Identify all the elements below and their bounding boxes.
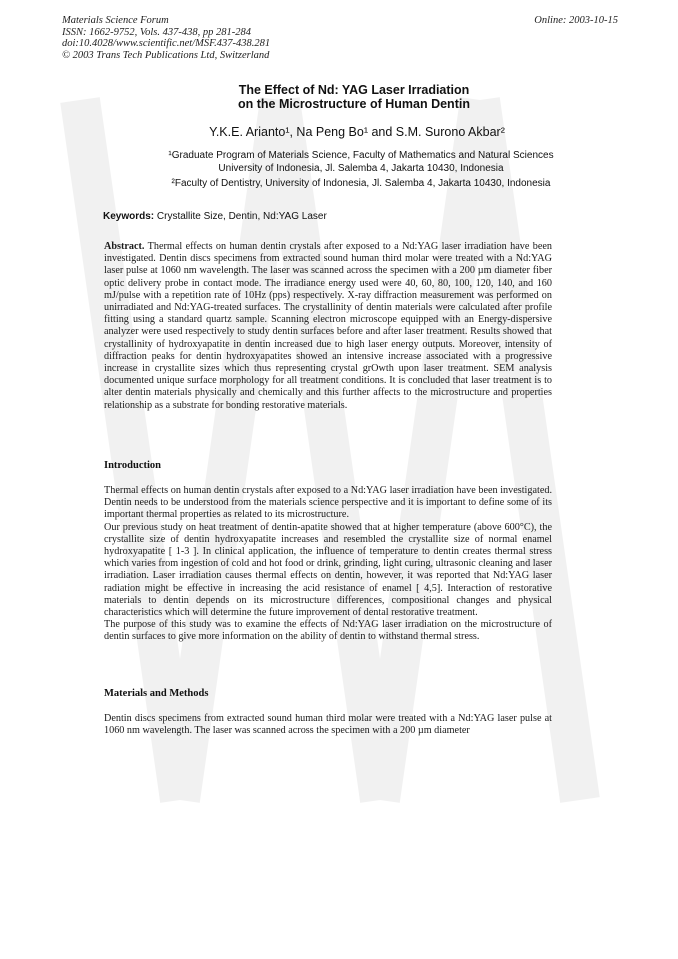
abstract-label: Abstract. [104,241,145,252]
keywords-label: Keywords: [103,211,155,222]
title-line-2: on the Microstructure of Human Dentin [238,97,470,111]
intro-paragraph-3: The purpose of this study was to examine the effects of Nd:YAG laser irradiation on the microstructure of dentin surfaces to give more information on the ability of dentin to withstand thermal stress. [104,619,552,643]
intro-paragraph-1: Thermal effects on human dentin crystals after exposed to a Nd:YAG laser irradiation have been investigated. Dentin needs to be understood from the materials science perspective and it is important to define some of its important thermal properties as related to its microstructure. [104,485,552,521]
intro-paragraph-2: Our previous study on heat treatment of dentin-apatite showed that at higher temperature (above 600°C), the crystallite size of dentin hydroxyapatite increases and resembled the crystallite size of normal enamel hydroxyapatite [ 1-3 ]. In clinical application, the influence of temperature to dentin creates thermal stress which varies from ingestion of cold and hot food or drink, grinding, light curing, ultrasonic cleaning and laser irradiation. Laser irradiation causes thermal effects on dentin, however, it was reported that Nd:YAG laser radiation might be effective in increasing the acid resistance of enamel [ 4,5]. Interaction of restorative materials to dentin depends on its microstructure differences, compositional changes and physical characteristics which will determine the future improvement of dental restorative treatment. [104,521,552,619]
keywords [103,211,327,222]
abstract [104,241,552,412]
abstract-text: Thermal effects on human dentin crystals after exposed to a Nd:YAG laser irradiation have been investigated. Dentin discs specimens from extracted sound human third molar were treated with a Nd:YAG laser pulse at 1060 nm wavelength. The laser was scanned across the specimen with a 200 µm diameter fiber optic delivery probe in contact mode. The irradiance energy used were 40, 60, 80, 100, 120, 140, and 160 mJ/pulse with a repetition rate of 10Hz (pps) respectively. X-ray diffraction measurement was performed on unirradiated and Nd:YAG-treated surfaces. The crystallinity of dentin materials were calculated after profile fitting using a standard quartz sample. Scanning electron microscope equipped with an Energy-dispersive analyzer were used respectively to study dentin surfaces before and after laser treatment. Results showed that crystallinity of hydroxyapatite in dentin increased due to high laser energy outputs. Moreover, intensity of diffraction peaks for dentin hydroxyapatites showed an intensive increase associated with a progressive increase in crystallite sizes which thus representing crystal grOwth upon laser treatment. SEM analysis documented unique surface morphology for all treatment conditions. It is concluded that laser treatment is to alter dentin materials physically and chemically and this further affects to the microstructure and properties relationship as a substrate for bonding restorative materials. [104,241,552,411]
journal-header [62,15,270,61]
copyright-line: © 2003 Trans Tech Publications Ltd, Switzerland [62,49,270,61]
authors [0,125,678,139]
issn-line: ISSN: 1662-9752, Vols. 437-438, pp 281-284 [62,26,251,38]
introduction-heading: Introduction [104,460,161,471]
materials-methods-body [104,713,552,737]
doi-line[interactable]: doi:10.4028/www.scientific.net/MSF.437-438.281 [62,38,271,49]
affiliation-1 [0,150,678,175]
introduction-body [104,485,552,644]
online-date: Online: 2003-10-15 [534,15,618,26]
materials-methods-heading: Materials and Methods [104,688,209,699]
affiliation-2 [0,178,678,191]
title-line-1: The Effect of Nd: YAG Laser Irradiation [238,83,470,97]
mm-paragraph-1: Dentin discs specimens from extracted sound human third molar were treated with a Nd:YAG laser pulse at 1060 nm wavelength. The laser was scanned across the specimen with a 200 µm diameter [104,713,552,737]
author-list: Y.K.E. Arianto¹, Na Peng Bo¹ and S.M. Surono Akbar² [209,125,505,139]
paper-title [0,83,678,111]
keywords-list: Crystallite Size, Dentin, Nd:YAG Laser [154,211,327,222]
journal-name: Materials Science Forum [62,15,169,26]
affiliation-2-line: ²Faculty of Dentistry, University of Indonesia, Jl. Salemba 4, Jakarta 10430, Indonesia [171,178,551,189]
affiliation-1-line-2: University of Indonesia, Jl. Salemba 4, Jakarta 10430, Indonesia [218,162,504,174]
affiliation-1-line-1: ¹Graduate Program of Materials Science, Faculty of Mathematics and Natural Sciences [168,150,554,161]
